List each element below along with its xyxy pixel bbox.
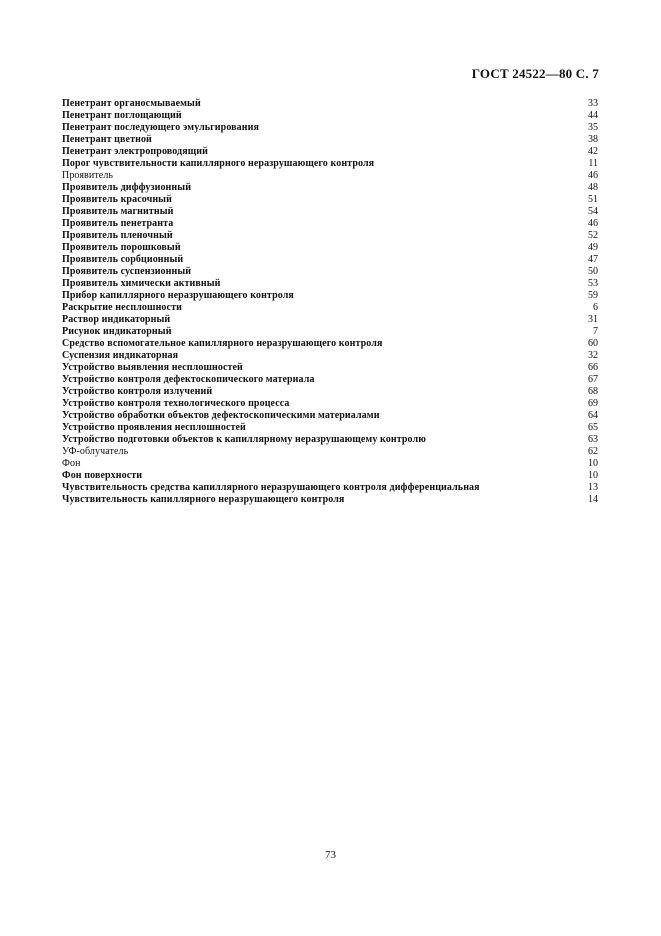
index-page-number: 68	[588, 386, 598, 397]
index-entry	[62, 362, 598, 374]
index-entry	[62, 374, 598, 386]
index-term: Проявитель пленочный	[62, 230, 173, 241]
index-entry	[62, 218, 598, 230]
index-term: Проявитель диффузионный	[62, 182, 192, 193]
index-page-number: 35	[588, 122, 598, 133]
index-page-number: 44	[588, 110, 598, 121]
index-entry	[62, 134, 598, 146]
index-term: Фон поверхности	[62, 470, 143, 481]
index-term: Чувствительность средства капиллярного неразрушающего контроля дифференциальная	[62, 482, 480, 493]
index-entry	[62, 398, 598, 410]
index-entry	[62, 98, 598, 110]
index-term: Устройство выявления несплошностей	[62, 362, 243, 373]
index-page-number: 14	[588, 494, 598, 505]
index-page-number: 64	[588, 410, 598, 421]
index-term: Проявитель сорбционный	[62, 254, 184, 265]
index-page-number: 7	[593, 326, 598, 337]
index-page-number: 63	[588, 434, 598, 445]
index-term: Устройство контроля дефектоскопического материала	[62, 374, 315, 385]
index-term: Прибор капиллярного неразрушающего контроля	[62, 290, 294, 301]
index-entry	[62, 254, 598, 266]
index-entry	[62, 122, 598, 134]
index-term: Устройство обработки объектов дефектоскопическими материалами	[62, 410, 380, 421]
index-page-number: 47	[588, 254, 598, 265]
index-page-number: 66	[588, 362, 598, 373]
index-term: Порог чувствительности капиллярного неразрушающего контроля	[62, 158, 375, 169]
index-term: Пенетрант поглощающий	[62, 110, 182, 121]
index-entry	[62, 494, 598, 506]
index-page-number: 69	[588, 398, 598, 409]
index-page-number: 59	[588, 290, 598, 301]
index-entry	[62, 302, 598, 314]
index-page-number: 6	[593, 302, 598, 313]
index-entry	[62, 470, 598, 482]
index-page-number: 48	[588, 182, 598, 193]
index-page-number: 46	[588, 218, 598, 229]
index-page-number: 11	[588, 158, 598, 169]
page-number: 73	[325, 849, 336, 861]
index-page-number: 50	[588, 266, 598, 277]
index-term: Проявитель красочный	[62, 194, 172, 205]
index-entry	[62, 482, 598, 494]
index-page-number: 65	[588, 422, 598, 433]
index-page-number: 51	[588, 194, 598, 205]
index-term: Раскрытие несплошности	[62, 302, 182, 313]
index-entry	[62, 170, 598, 182]
index-term: Устройство контроля излучений	[62, 386, 213, 397]
index-term: Чувствительность капиллярного неразрушающего контроля	[62, 494, 345, 505]
index-page-number: 10	[588, 470, 598, 481]
index-entry	[62, 206, 598, 218]
index-entry	[62, 110, 598, 122]
index-page-number: 13	[588, 482, 598, 493]
index-entry	[62, 410, 598, 422]
index-page-number: 67	[588, 374, 598, 385]
index-entry	[62, 434, 598, 446]
index-term: Проявитель суспензионный	[62, 266, 192, 277]
index-term: Проявитель	[62, 170, 114, 181]
index-page-number: 31	[588, 314, 598, 325]
index-page-number: 49	[588, 242, 598, 253]
index-page-number: 54	[588, 206, 598, 217]
index-page-number: 38	[588, 134, 598, 145]
index-entry	[62, 266, 598, 278]
index-page-number: 42	[588, 146, 598, 157]
index-term: Пенетрант электропроводящий	[62, 146, 208, 157]
index-term: УФ-облучатель	[62, 446, 129, 457]
index-term: Пенетрант цветной	[62, 134, 152, 145]
index-term: Суспензия индикаторная	[62, 350, 179, 361]
index-entry	[62, 146, 598, 158]
index-entry	[62, 230, 598, 242]
index-page-number: 10	[588, 458, 598, 469]
index-entry	[62, 350, 598, 362]
index-term: Проявитель порошковый	[62, 242, 181, 253]
index-term: Фон	[62, 458, 81, 469]
index-term: Устройство подготовки объектов к капиллярному неразрушающему контролю	[62, 434, 426, 445]
index-page-number: 33	[588, 98, 598, 109]
index-entry	[62, 242, 598, 254]
page-header: ГОСТ 24522—80 С. 7	[471, 66, 599, 81]
index-entry	[62, 326, 598, 338]
index-page-number: 32	[588, 350, 598, 361]
index-term: Пенетрант органосмываемый	[62, 98, 201, 109]
index-entry	[62, 386, 598, 398]
index-entry	[62, 446, 598, 458]
index-term: Проявитель магнитный	[62, 206, 174, 217]
index-entry	[62, 278, 598, 290]
index-term: Устройство контроля технологического процесса	[62, 398, 290, 409]
term-index-list	[62, 98, 598, 506]
index-term: Пенетрант последующего эмульгирования	[62, 122, 260, 133]
index-term: Рисунок индикаторный	[62, 326, 172, 337]
index-entry	[62, 422, 598, 434]
index-page-number: 62	[588, 446, 598, 457]
index-entry	[62, 338, 598, 350]
index-page-number: 46	[588, 170, 598, 181]
index-page-number: 52	[588, 230, 598, 241]
index-entry	[62, 290, 598, 302]
index-term: Проявитель химически активный	[62, 278, 221, 289]
index-entry	[62, 182, 598, 194]
index-page-number: 60	[588, 338, 598, 349]
index-term: Проявитель пенетранта	[62, 218, 174, 229]
index-page-number: 53	[588, 278, 598, 289]
index-term: Средство вспомогательное капиллярного неразрушающего контроля	[62, 338, 383, 349]
index-term: Раствор индикаторный	[62, 314, 171, 325]
index-entry	[62, 314, 598, 326]
index-entry	[62, 158, 598, 170]
index-term: Устройство проявления несплошностей	[62, 422, 246, 433]
index-entry	[62, 458, 598, 470]
index-entry	[62, 194, 598, 206]
